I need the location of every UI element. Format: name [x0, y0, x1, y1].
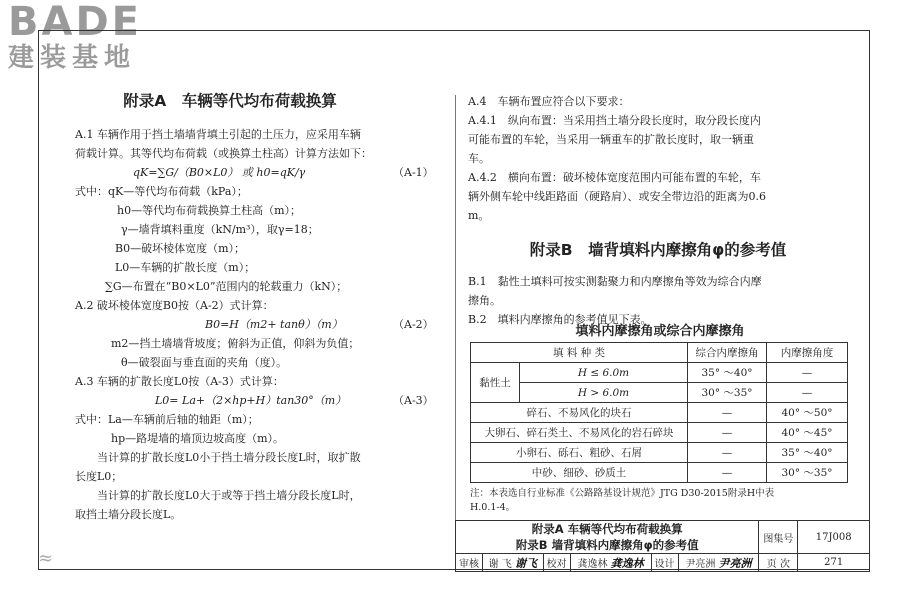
para-p2-line1: 当计算的扩散长度L0大于或等于挡土墙分段长度L时， — [97, 489, 361, 502]
page-number: 271 — [798, 554, 870, 572]
table-row — [471, 423, 848, 443]
para-a1-line2: 荷载计算。其等代均布荷载（或换算土柱高）计算方法如下： — [75, 147, 372, 160]
checker-signature: 龚逸林 — [610, 556, 644, 570]
para-a42-line3: m。 — [468, 209, 490, 222]
cell-comprehensive: — — [688, 403, 767, 423]
designer-name: 尹亮洲 尹亮洲 — [678, 554, 759, 572]
equation-a1-number: （A-1） — [393, 166, 434, 179]
note-line2: H.0.1-4。 — [470, 502, 516, 513]
equation-a3-text: L0= La+（2×hp+H）tan30°（m） — [155, 394, 347, 407]
cell-internal: 30° ～35° — [767, 463, 848, 483]
equation-a1 — [75, 163, 445, 182]
para-a1-line1: A.1 车辆作用于挡土墙墙背填土引起的土压力，应采用车辆 — [75, 128, 361, 141]
cell-internal: — — [767, 383, 848, 403]
para-p1-line2: 长度L0； — [75, 470, 123, 483]
cell-type: 碎石、不易风化的块石 — [471, 403, 688, 423]
def-l0: L0—车辆的扩散长度（m）； — [115, 261, 256, 274]
def-qk: 式中：qK—等代均布荷载（kPa）； — [75, 185, 248, 198]
equation-a3-number: （A-3） — [393, 394, 434, 407]
para-p1-line1: 当计算的扩散长度L0小于挡土墙分段长度L时，取扩散 — [97, 451, 361, 464]
table-row — [471, 363, 848, 383]
def-gamma: γ—墙背填料重度（kN/m³），取γ=18； — [121, 223, 319, 236]
cell-comprehensive: 30° ～35° — [688, 383, 767, 403]
header-internal-angle: 内摩擦角度 — [767, 343, 848, 363]
header-comprehensive-angle: 综合内摩擦角 — [688, 343, 767, 363]
para-a41-line3: 车。 — [468, 152, 490, 165]
def-la: 式中：La—车辆前后轴的轴距（m）； — [75, 413, 259, 426]
equation-a2-text: B0=H（m2+ tanθ）（m） — [205, 318, 343, 331]
header-fill-type: 填 料 种 类 — [471, 343, 688, 363]
cell-internal: 40° ～50° — [767, 403, 848, 423]
check-label: 校对 — [543, 554, 570, 572]
cell-internal: — — [767, 363, 848, 383]
title-line-b: 附录B 墙背填料内摩擦角φ的参考值 — [515, 538, 699, 552]
logo-tagline: 建装基地 — [8, 43, 137, 73]
def-theta: θ—破裂面与垂直面的夹角（度）。 — [121, 356, 288, 369]
cell-type: 中砂、细砂、砂质土 — [471, 463, 688, 483]
equation-a3 — [75, 391, 445, 410]
cell-comprehensive: — — [688, 423, 767, 443]
cell-comprehensive: 35° ～40° — [688, 363, 767, 383]
atlas-label: 图集号 — [759, 521, 798, 554]
reviewer-signature: 谢飞 — [515, 556, 537, 570]
designer-signature: 尹亮洲 — [718, 556, 752, 570]
equation-a2-number: （A-2） — [393, 318, 434, 331]
logo-wordmark: BADE — [8, 0, 142, 45]
table-header-row — [471, 343, 848, 363]
equation-a2 — [75, 315, 445, 334]
atlas-number: 17J008 — [798, 521, 870, 554]
ribbon-watermark-icon: ≈ — [38, 548, 54, 569]
para-b1-line2: 擦角。 — [468, 294, 501, 307]
para-b2: B.2 填料内摩擦角的参考值见下表。 — [468, 313, 652, 326]
reviewer-name: 谢 飞 谢飞 — [483, 554, 544, 572]
def-sum-g: ∑G—布置在“B0×L0”范围内的轮载重力（kN）； — [105, 280, 348, 293]
title-block — [455, 520, 870, 572]
cell-internal: 35° ～40° — [767, 443, 848, 463]
friction-angle-table — [470, 342, 848, 483]
cell-comprehensive: — — [688, 463, 767, 483]
table-row — [471, 383, 848, 403]
para-a41-line2: 可能布置的车轮，当采用一辆重车的扩散长度时，取一辆重 — [468, 133, 754, 146]
cell-type: H > 6.0m — [520, 383, 688, 403]
cell-comprehensive: — — [688, 443, 767, 463]
para-a42-line2: 辆外侧车轮中线距路面（硬路肩）、或安全带边沿的距离为0.6 — [468, 190, 766, 203]
checker-name: 龚逸林 龚逸林 — [570, 554, 651, 572]
para-b1-line1: B.1 黏性土填料可按实测黏聚力和内摩擦角等效为综合内摩 — [468, 275, 762, 288]
column-divider — [455, 95, 456, 520]
def-b0: B0—破坏棱体宽度（m）； — [115, 242, 246, 255]
appendix-b-heading: 附录B 墙背填料内摩擦角φ的参考值 — [529, 241, 787, 259]
def-hp: hp—路堤墙的墙顶边坡高度（m）。 — [111, 432, 285, 445]
para-a3: A.3 车辆的扩散长度L0按（A-3）式计算： — [75, 375, 284, 388]
cell-type: H ≤ 6.0m — [520, 363, 688, 383]
cell-type: 小卵石、砾石、粗砂、石屑 — [471, 443, 688, 463]
page-label: 页 次 — [759, 554, 798, 572]
appendix-a-heading: 附录A 车辆等代均布荷载换算 — [123, 92, 337, 110]
appendix-b-column — [468, 92, 848, 329]
table-row — [471, 443, 848, 463]
def-m2: m2—挡土墙墙背坡度；俯斜为正值，仰斜为负值； — [111, 337, 360, 350]
review-label: 审核 — [456, 554, 483, 572]
cell-type: 大卵石、碎石类土、不易风化的岩石碎块 — [471, 423, 688, 443]
table-note — [470, 487, 850, 515]
def-prefix: 式中： — [75, 185, 108, 198]
def-h0: h0—等代均布荷载换算土柱高（m）； — [117, 204, 302, 217]
clay-label: 黏性土 — [471, 363, 520, 403]
table-row — [471, 463, 848, 483]
design-label: 设计 — [651, 554, 678, 572]
equation-a1-text: qK=∑G/（B0×L0） 或 h0=qK/γ — [133, 166, 306, 179]
para-a4: A.4 车辆布置应符合以下要求： — [468, 95, 630, 108]
table-row — [471, 403, 848, 423]
cell-internal: 40° ～45° — [767, 423, 848, 443]
table-title: 填料内摩擦角或综合内摩擦角 — [575, 324, 745, 339]
para-a42-line1: A.4.2 横向布置：破坏棱体宽度范围内可能布置的车轮，车 — [468, 171, 761, 184]
title-block-title — [456, 521, 759, 554]
appendix-a-column — [75, 92, 445, 524]
para-a2: A.2 破坏棱体宽度B0按（A-2）式计算： — [75, 299, 274, 312]
para-p2-line2: 取挡土墙分段长度L。 — [75, 508, 182, 521]
note-line1: 注：本表选自行业标准《公路路基设计规范》JTG D30-2015附录H中表 — [470, 488, 775, 499]
title-line-a: 附录A 车辆等代均布荷载换算 — [531, 522, 683, 536]
para-a41-line1: A.4.1 纵向布置：当采用挡土墙分段长度时，取分段长度内 — [468, 114, 761, 127]
